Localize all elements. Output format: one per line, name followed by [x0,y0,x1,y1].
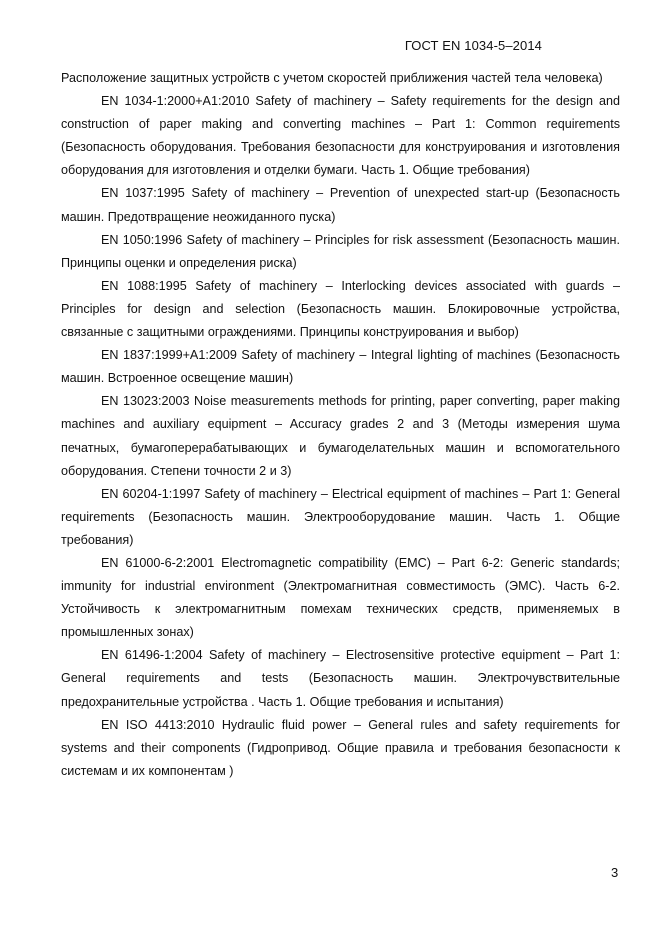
reference-en-1037: EN 1037:1995 Safety of machinery – Prevention of unexpected start-up (Безопасность машин. Предотвращение неожиданного пуска) [61,186,620,224]
reference-en-13023: EN 13023:2003 Noise measurements methods for printing, paper converting, paper making machines and auxiliary equipment – Accuracy grades 2 and 3 (Методы измерения шума печатных, бумагоперерабатывающих и бумагоделательных машин и вспомогательного оборудования. Степени точности 2 и 3) [61,394,620,478]
reference-en-1034-1: EN 1034-1:2000+A1:2010 Safety of machinery – Safety requirements for the design and construction of paper making and converting machines – Part 1: Common requirements (Безопасность оборудования. Требования безопасности для конструирования и изготовления оборудования для изготовления и отделки бумаги. Часть 1. Общие требования) [61,94,620,178]
reference-en-1050: EN 1050:1996 Safety of machinery – Principles for risk assessment (Безопасность машин. Принципы оценки и определения риска) [61,232,620,270]
reference-continuation: Расположение защитных устройств с учетом скоростей приближения частей тела человека) [61,71,603,85]
reference-en-1837: EN 1837:1999+A1:2009 Safety of machinery – Integral lighting of machines (Безопасность машин. Встроенное освещение машин) [61,348,620,386]
page-number: 3 [611,865,619,880]
reference-en-60204-1: EN 60204-1:1997 Safety of machinery – Electrical equipment of machines – Part 1: General requirements (Безопасность машин. Электрооборудование машин. Часть 1. Общие требования) [61,486,620,547]
document-code-header: ГОСТ EN 1034-5–2014 [404,38,542,53]
references-list [61,67,620,783]
reference-en-iso-4413: EN ISO 4413:2010 Hydraulic fluid power – General rules and safety requirements for systems and their components (Гидропривод. Общие правила и требования безопасности к системам и их компонентам ) [61,717,620,778]
reference-en-61000-6-2: EN 61000-6-2:2001 Electromagnetic compatibility (EMC) – Part 6-2: Generic standards; immunity for industrial environment (Электромагнитная совместимость (ЭМС). Часть 6-2. Устойчивость к электромагнитным помехам технических средств, применяемых в промышленных зонах) [61,555,620,640]
reference-en-61496-1: EN 61496-1:2004 Safety of machinery – Electrosensitive protective equipment – Part 1: General requirements and tests (Безопасность машин. Электрочувствительные предохранительные устройства . Часть 1. Общие требования и испытания) [61,648,620,709]
reference-en-1088: EN 1088:1995 Safety of machinery – Interlocking devices associated with guards – Principles for design and selection (Безопасность машин. Блокировочные устройства, связанные с защитными ограждениями. Принципы конструирования и выбор) [61,278,620,340]
